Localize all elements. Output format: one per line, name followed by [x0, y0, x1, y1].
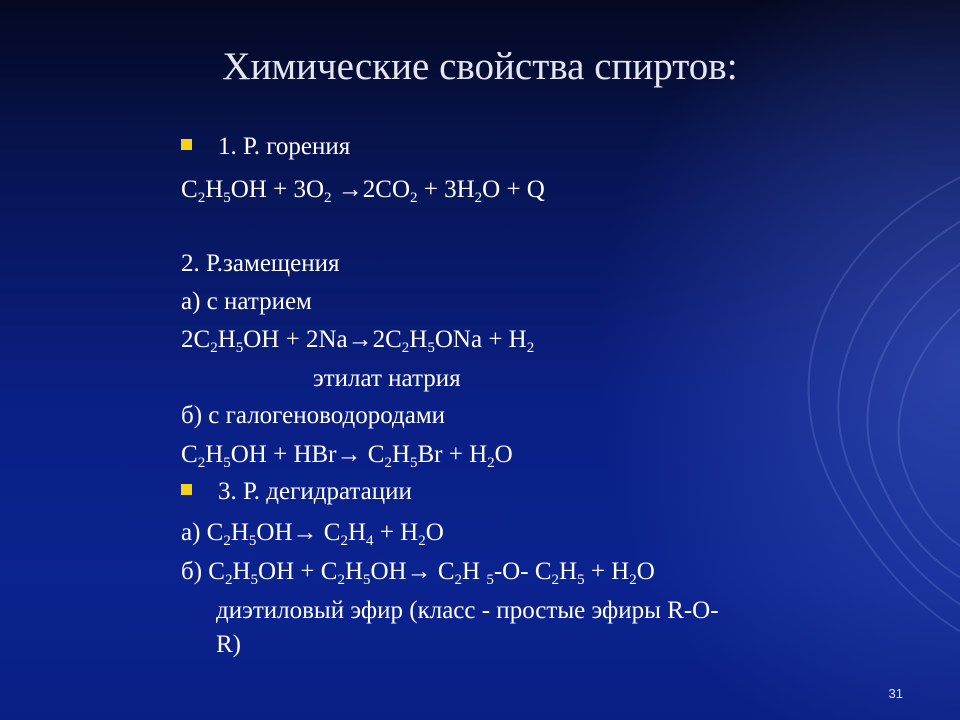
subscript: 2	[418, 533, 426, 549]
formula-text: б) C	[181, 558, 225, 585]
slide-title: Химические свойства спиртов:	[222, 45, 738, 88]
formula-text: C	[181, 441, 198, 468]
bullet-icon	[181, 139, 192, 150]
page-number: 31	[888, 686, 903, 701]
subitem-sodium: а) с натрием	[181, 288, 312, 315]
formula-text: H	[230, 519, 249, 546]
note-diethyl-ether-continued: R)	[216, 631, 241, 658]
subscript: 5	[577, 572, 585, 588]
formula-text: H	[462, 558, 487, 585]
formula-text: OH + 2Na→2C	[243, 326, 402, 353]
subscript: 5	[363, 572, 371, 588]
formula-text: O + Q	[482, 176, 545, 203]
subscript: 5	[250, 572, 259, 588]
formula-text: H	[205, 176, 224, 203]
formula-text: C	[181, 176, 198, 203]
subscript: 2	[401, 340, 410, 356]
formula-text: O	[494, 441, 513, 468]
formula-text: O	[636, 558, 655, 585]
formula-text: а) C	[181, 519, 224, 546]
subscript: 2	[197, 190, 206, 206]
subscript: 2	[210, 340, 218, 356]
formula-text: + H	[584, 558, 630, 585]
subscript: 5	[486, 572, 494, 588]
subscript: 2	[340, 533, 348, 549]
formula-text: OH + HBr→ C	[230, 441, 385, 468]
subscript: 2	[337, 572, 345, 588]
subscript: 2	[224, 572, 233, 588]
subscript: 2	[324, 190, 332, 206]
background-swirl-decoration	[640, 140, 960, 660]
subscript: 2	[454, 572, 463, 588]
subscript: 4	[366, 533, 374, 549]
bullet-icon	[181, 484, 192, 495]
formula-text: 2C	[181, 326, 211, 353]
formula-text: + 3H	[417, 176, 475, 203]
formula-text: OH + 3O	[230, 176, 325, 203]
formula-text: H	[217, 326, 236, 353]
subscript: 5	[410, 455, 418, 471]
formula-text: ONa + H	[434, 326, 527, 353]
formula-text: OH→ C	[256, 519, 341, 546]
formula-text: H	[409, 326, 428, 353]
equation-dehydration-intermolecular	[181, 558, 655, 588]
formula-text: Br + H	[417, 441, 488, 468]
formula-text: →2CO	[331, 176, 410, 203]
formula-text: OH→ C	[370, 558, 455, 585]
formula-text: + H	[373, 519, 419, 546]
subscript: 2	[223, 533, 231, 549]
subscript: 5	[235, 340, 244, 356]
subscript: 5	[248, 533, 257, 549]
formula-text: H	[559, 558, 578, 585]
subscript: 2	[526, 340, 535, 356]
subitem-hydrogen-halides: б) с галогеноводородами	[181, 402, 446, 429]
subscript: 2	[487, 455, 495, 471]
subscript: 2	[474, 190, 483, 206]
subscript: 2	[384, 455, 392, 471]
subscript: 5	[223, 190, 231, 206]
reaction-item-combustion: 1. Р. горения	[218, 133, 351, 160]
subscript: 2	[551, 572, 559, 588]
subscript: 5	[427, 340, 435, 356]
formula-text: H	[391, 441, 410, 468]
formula-text: O	[425, 519, 444, 546]
note-sodium-ethoxide: этилат натрия	[313, 365, 461, 392]
equation-hbr	[181, 441, 513, 471]
formula-text: H	[344, 558, 363, 585]
equation-dehydration-intramolecular	[181, 519, 444, 549]
formula-text: H	[347, 519, 367, 546]
subscript: 5	[223, 455, 231, 471]
formula-text: H	[232, 558, 251, 585]
subscript: 2	[197, 455, 206, 471]
equation-combustion	[181, 176, 545, 206]
formula-text: OH + C	[258, 558, 338, 585]
reaction-item-dehydration: 3. Р. дегидратации	[218, 478, 412, 505]
reaction-item-substitution: 2. Р.замещения	[181, 250, 340, 277]
subscript: 2	[629, 572, 637, 588]
equation-sodium	[181, 326, 535, 356]
subscript: 2	[410, 190, 418, 206]
formula-text: -O- C	[493, 558, 552, 585]
formula-text: H	[205, 441, 224, 468]
note-diethyl-ether: диэтиловый эфир (класс - простые эфиры R-O-	[216, 597, 719, 624]
